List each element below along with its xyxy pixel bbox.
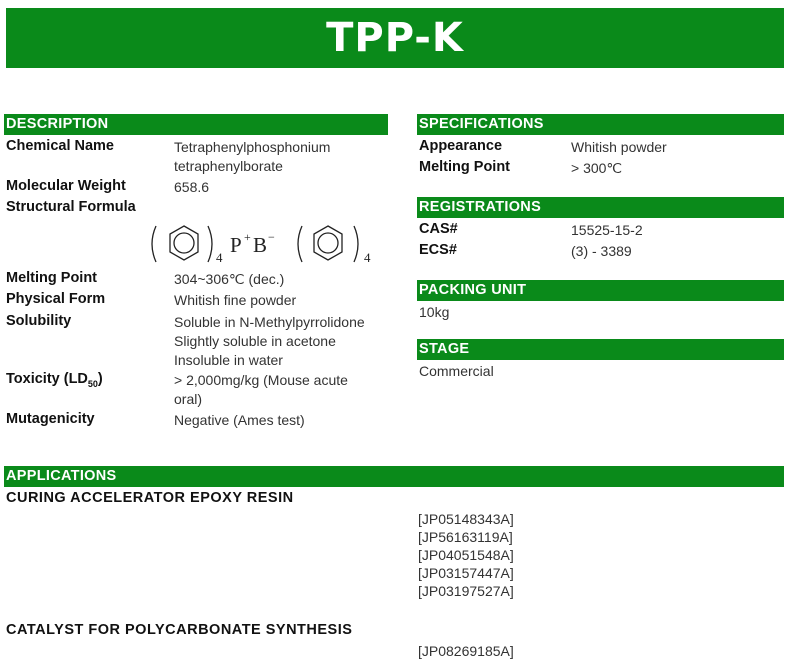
- description-header: DESCRIPTION: [4, 114, 388, 135]
- toxicity-ld-subscript: 50: [87, 378, 98, 389]
- patent-link: [JP03157447A]: [418, 565, 514, 581]
- registrations-header: REGISTRATIONS: [417, 197, 784, 218]
- spec-melting-point-value: > 300℃: [571, 160, 623, 176]
- chemical-name-label: Chemical Name: [6, 138, 114, 154]
- patent-link: [JP03197527A]: [418, 583, 514, 599]
- toxicity-line1: > 2,000mg/kg (Mouse acute: [174, 372, 348, 388]
- cas-value: 15525-15-2: [571, 222, 643, 238]
- ecs-label: ECS#: [419, 242, 457, 258]
- mutagenicity-value: Negative (Ames test): [174, 412, 305, 428]
- mutagenicity-label: Mutagenicity: [6, 411, 95, 427]
- solubility-line1: Soluble in N-Methylpyrrolidone: [174, 314, 365, 330]
- formula-subscript-right: 4: [364, 250, 371, 265]
- patent-link: [JP05148343A]: [418, 511, 514, 527]
- physical-form-value: Whitish fine powder: [174, 292, 297, 308]
- formula-phosphorus: P: [230, 233, 242, 257]
- packing-unit-header: PACKING UNIT: [417, 280, 784, 301]
- melting-point-value: 304~306℃ (dec.): [174, 271, 285, 287]
- phenyl-ring-right-circle: [318, 233, 338, 253]
- ecs-value: (3) - 3389: [571, 243, 632, 259]
- stage-header: STAGE: [417, 339, 784, 360]
- application-title: CATALYST FOR POLYCARBONATE SYNTHESIS: [6, 622, 353, 638]
- appearance-value: Whitish powder: [571, 139, 667, 155]
- toxicity-value: [174, 371, 348, 409]
- solubility-line2: Slightly soluble in acetone: [174, 333, 336, 349]
- product-title: TPP-K: [6, 8, 784, 68]
- patent-link: [JP08269185A]: [418, 643, 514, 659]
- left-paren-open: [152, 226, 156, 262]
- formula-b-charge: −: [268, 230, 275, 244]
- packing-unit-value: 10kg: [419, 304, 450, 320]
- left-paren-close: [208, 226, 212, 262]
- spec-melting-point-label: Melting Point: [419, 159, 511, 175]
- molecular-weight-value: 658.6: [174, 179, 210, 195]
- toxicity-label-end: ): [97, 371, 103, 387]
- toxicity-line2: oral): [174, 391, 203, 407]
- molecular-weight-label: Molecular Weight: [6, 178, 126, 194]
- cas-label: CAS#: [419, 221, 458, 237]
- applications-header: APPLICATIONS: [4, 466, 784, 487]
- structural-formula-label: Structural Formula: [6, 199, 136, 215]
- right-paren-open: [298, 226, 302, 262]
- formula-subscript-left: 4: [216, 250, 223, 265]
- specifications-header: SPECIFICATIONS: [417, 114, 784, 135]
- stage-value: Commercial: [419, 363, 494, 379]
- structural-formula-diagram: [150, 222, 380, 266]
- right-paren-close: [354, 226, 358, 262]
- melting-point-label: Melting Point: [6, 270, 98, 286]
- patent-link: [JP04051548A]: [418, 547, 514, 563]
- solubility-label: Solubility: [6, 313, 72, 329]
- chemical-name-value: [174, 138, 330, 176]
- chemical-name-line1: Tetraphenylphosphonium: [174, 139, 331, 155]
- toxicity-label-text: Toxicity (LD: [6, 371, 88, 387]
- physical-form-label: Physical Form: [6, 291, 106, 307]
- solubility-value: [174, 313, 365, 370]
- toxicity-label: [6, 371, 103, 389]
- formula-p-charge: +: [244, 230, 251, 244]
- application-title: CURING ACCELERATOR EPOXY RESIN: [6, 490, 294, 506]
- patent-link: [JP56163119A]: [418, 529, 513, 545]
- chemical-name-line2: tetraphenylborate: [174, 158, 283, 174]
- formula-boron: B: [253, 233, 268, 257]
- solubility-line3: Insoluble in water: [174, 352, 283, 368]
- phenyl-ring-left-circle: [174, 233, 194, 253]
- appearance-label: Appearance: [419, 138, 503, 154]
